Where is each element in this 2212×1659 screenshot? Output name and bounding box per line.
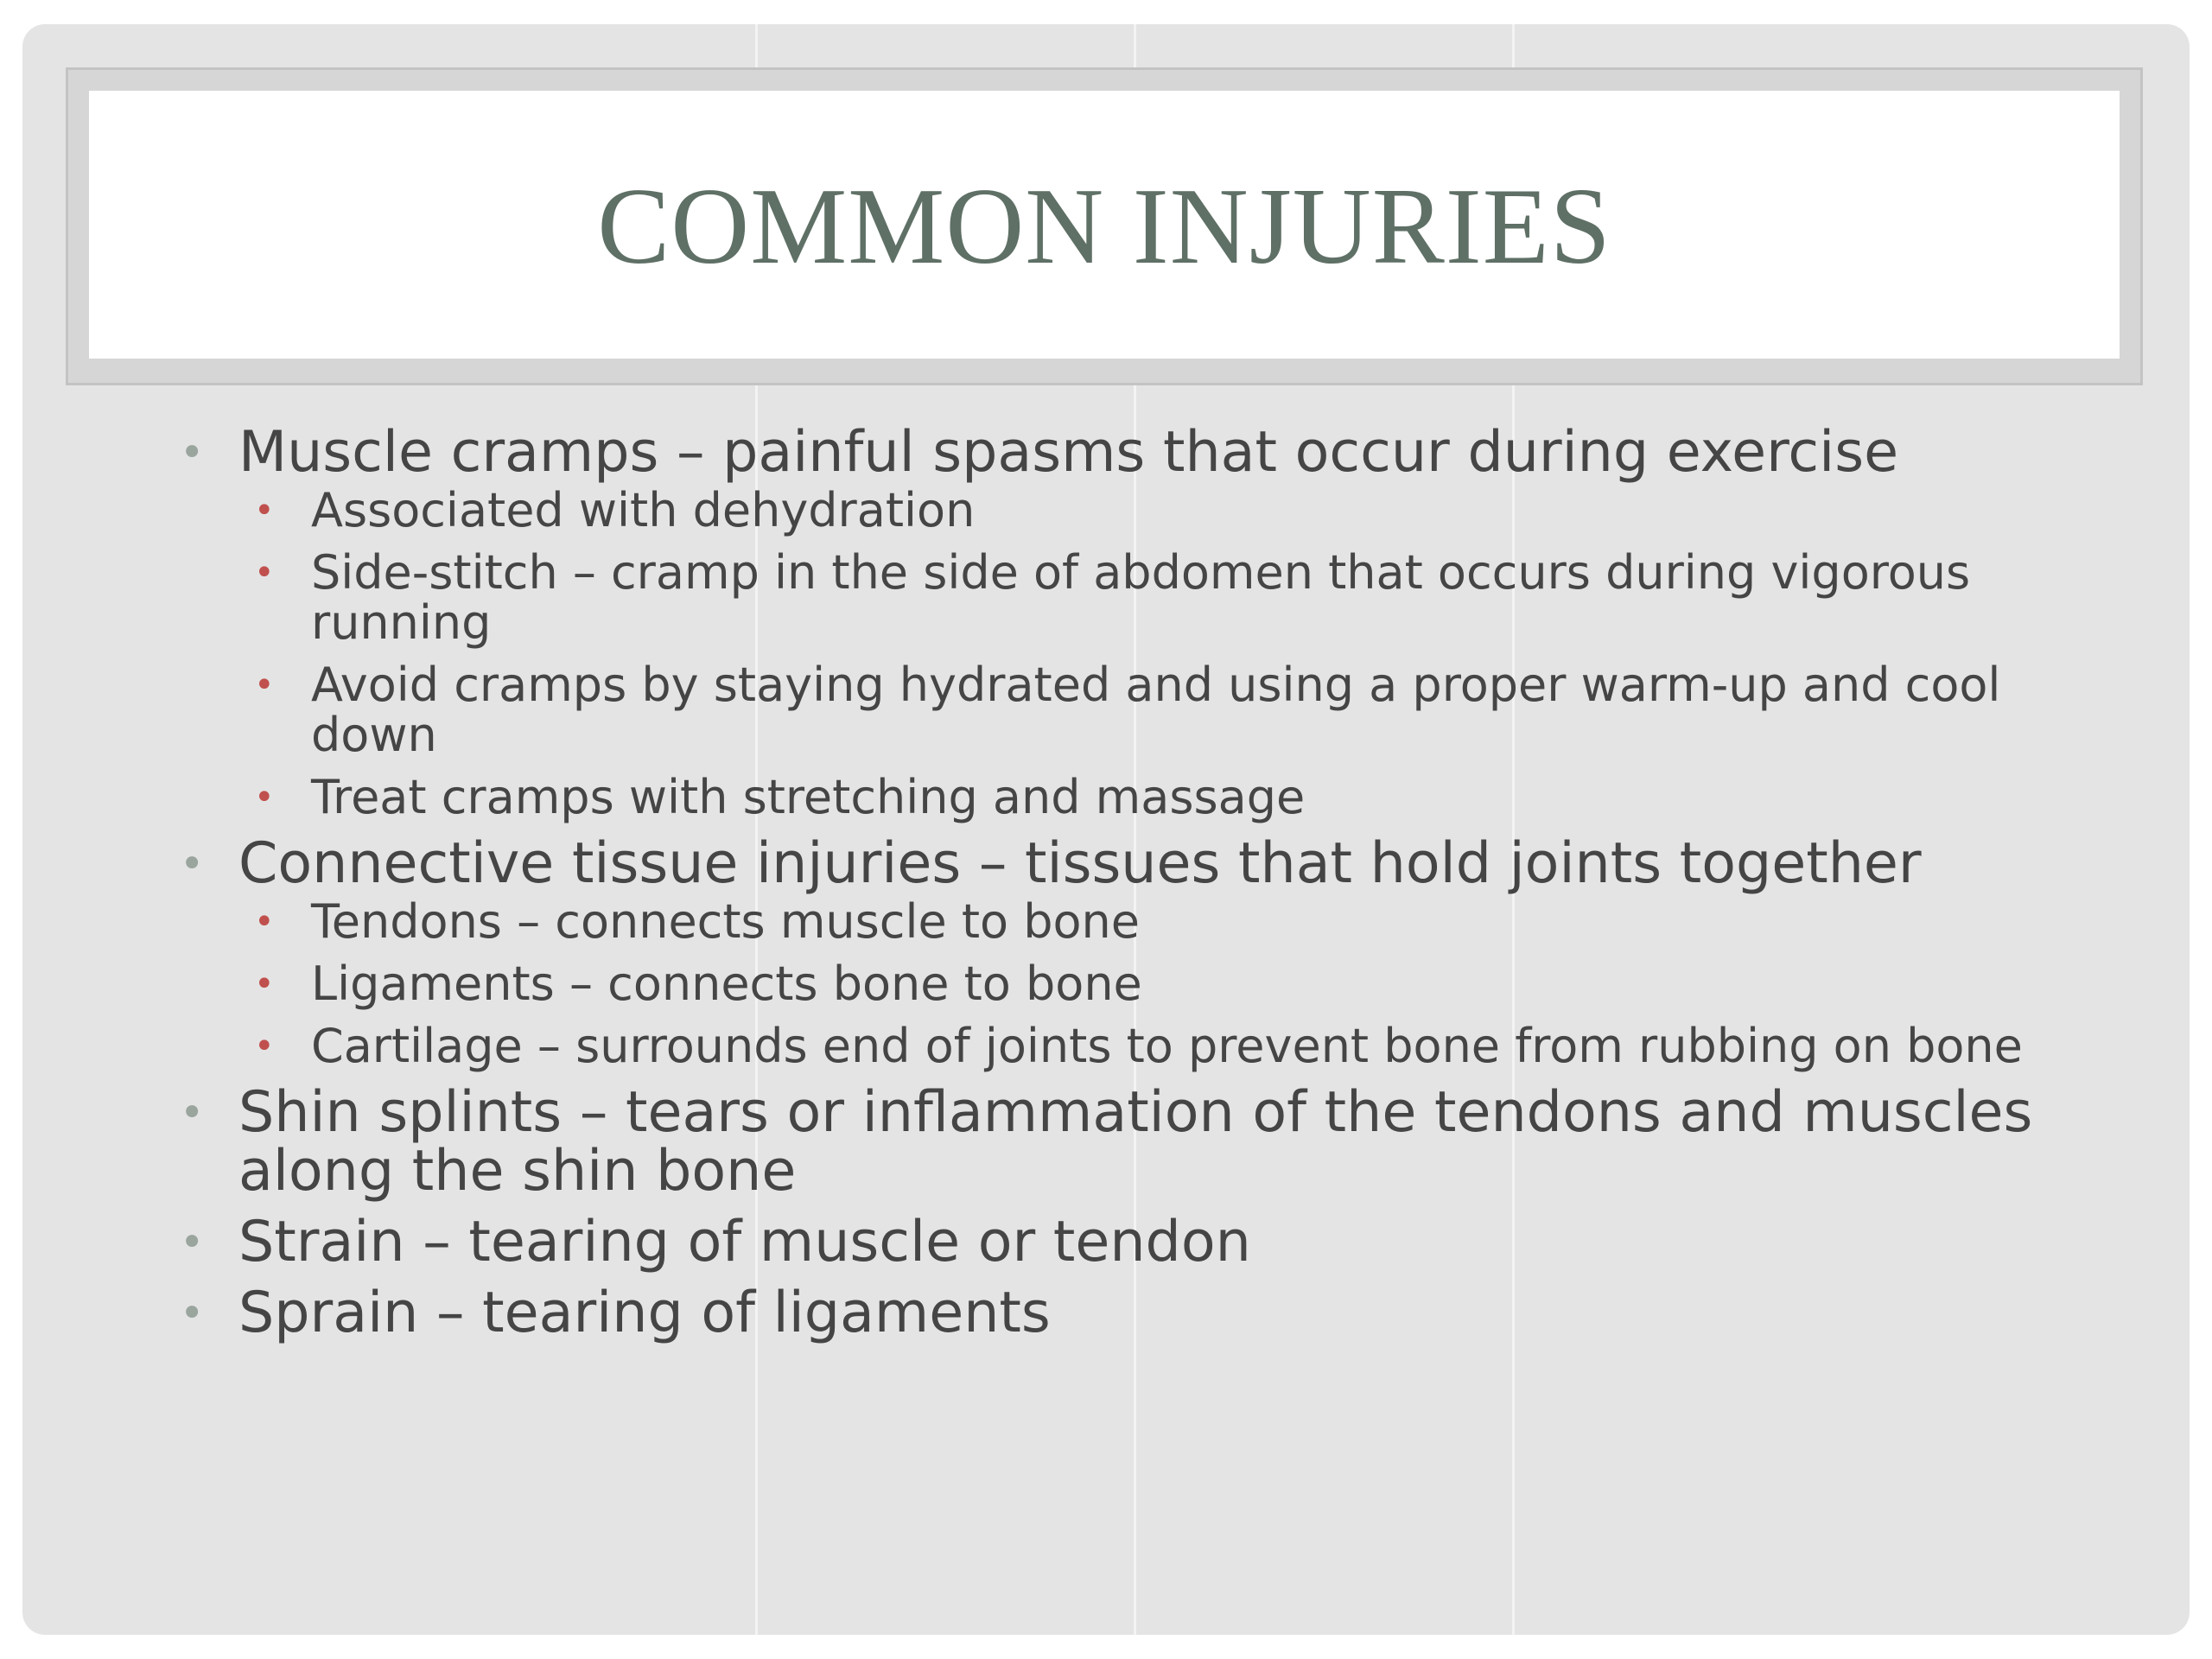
- sub-bullet-item: [152, 894, 2113, 949]
- bullet-item: [152, 831, 2113, 1073]
- sub-bullet-text: Avoid cramps by staying hydrated and using a proper warm-up and cool down: [311, 658, 2001, 762]
- sub-bullet-dot-icon: •: [254, 1027, 275, 1066]
- bullet-text: Strain – tearing of muscle or tendon: [238, 1210, 1251, 1274]
- bullet-dot-icon: •: [180, 1218, 205, 1267]
- slide-title: COMMON INJURIES: [597, 167, 1611, 287]
- sub-bullet-dot-icon: •: [254, 902, 275, 942]
- sub-bullet-item: [152, 1021, 2113, 1071]
- bullet-dot-icon: •: [180, 840, 205, 888]
- sub-bullet-list: [238, 894, 2113, 1073]
- slide: [22, 24, 2190, 1635]
- bullet-dot-icon: •: [180, 1289, 205, 1338]
- bullet-dot-icon: •: [180, 429, 205, 477]
- sub-bullet-dot-icon: •: [254, 491, 275, 531]
- bullet-item: [152, 420, 2113, 824]
- bullet-list: [152, 420, 2113, 1355]
- bullet-text: Muscle cramps – painful spasms that occur during exercise: [238, 420, 1899, 485]
- bullet-text: Connective tissue injuries – tissues that hold joints together: [238, 831, 1922, 896]
- sub-bullet-text: Side-stitch – cramp in the side of abdomen that occurs during vigorous running: [311, 545, 1971, 650]
- bullet-item: [152, 1210, 2113, 1274]
- sub-bullet-text: Associated with dehydration: [311, 483, 976, 537]
- sub-bullet-dot-icon: •: [254, 964, 275, 1004]
- sub-bullet-dot-icon: •: [254, 665, 275, 705]
- sub-bullet-dot-icon: •: [254, 778, 275, 817]
- sub-bullet-item: [152, 483, 2113, 537]
- sub-bullet-item: [152, 772, 2113, 823]
- bullet-item: [152, 1281, 2113, 1345]
- bullet-text: Sprain – tearing of ligaments: [238, 1281, 1051, 1345]
- bullet-text: Shin splints – tears or inflammation of the tendons and muscles along the shin bone: [238, 1080, 2033, 1204]
- title-box: [89, 91, 2120, 359]
- sub-bullet-text: Tendons – connects muscle to bone: [311, 894, 1141, 949]
- sub-bullet-list: [238, 483, 2113, 824]
- bullet-item: [152, 1080, 2113, 1204]
- bullet-dot-icon: •: [180, 1089, 205, 1137]
- sub-bullet-text: Ligaments – connects bone to bone: [311, 957, 1142, 1011]
- sub-bullet-item: [152, 959, 2113, 1009]
- sub-bullet-text: Treat cramps with stretching and massage: [311, 770, 1306, 824]
- sub-bullet-text: Cartilage – surrounds end of joints to prevent bone from rubbing on bone: [311, 1019, 2023, 1073]
- sub-bullet-item: [152, 545, 2113, 650]
- title-frame: [66, 67, 2143, 385]
- sub-bullet-item: [152, 660, 2113, 760]
- sub-bullet-dot-icon: •: [254, 553, 275, 593]
